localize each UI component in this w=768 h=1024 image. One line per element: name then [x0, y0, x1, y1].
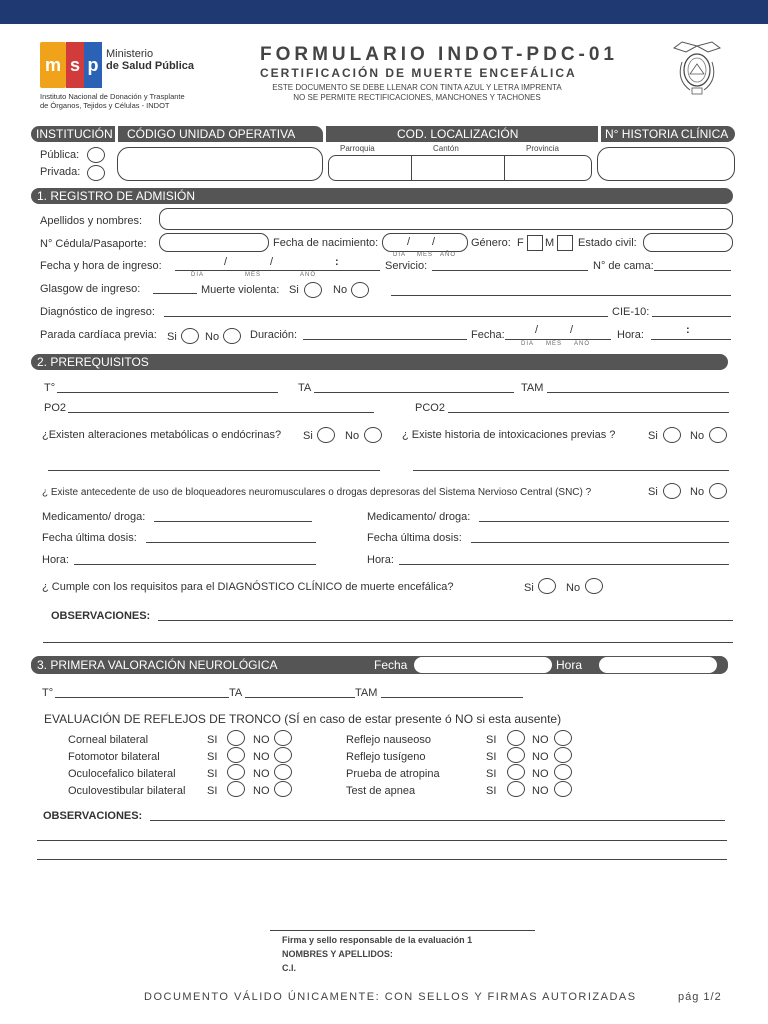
s3-ta-line[interactable]: [245, 697, 355, 698]
logo-letter-m: m: [40, 42, 66, 88]
s2-tam-line[interactable]: [547, 392, 729, 393]
reflejo-right-2-no-radio[interactable]: [554, 747, 572, 763]
parada-fecha-line[interactable]: [505, 339, 611, 340]
ministerio-line1: Ministerio: [106, 48, 154, 60]
genero-f-label: F: [517, 237, 524, 249]
signature-line[interactable]: [270, 930, 535, 931]
apellidos-label: Apellidos y nombres:: [40, 215, 143, 227]
indot-line2: de Órganos, Tejidos y Células - INDOT: [40, 101, 170, 110]
glasgow-label: Glasgow de ingreso:: [40, 283, 141, 295]
reflejo-right-3-no-label: NO: [532, 768, 549, 780]
reflejo-right-2-no-label: NO: [532, 751, 549, 763]
metab-detalle-line[interactable]: [48, 470, 380, 471]
nacimiento-dia-hint: DIA: [393, 252, 407, 258]
institucion-header: INSTITUCIÓN: [36, 127, 113, 141]
ingreso-slash-2: /: [270, 256, 274, 268]
privada-radio[interactable]: [87, 165, 105, 181]
reflejo-right-1-label: Reflejo nauseoso: [346, 734, 432, 746]
nacimiento-mes-hint: MES: [417, 252, 434, 258]
reflejo-right-2-label: Reflejo tusígeno: [346, 751, 426, 763]
intox-no-radio[interactable]: [709, 427, 727, 443]
bloq-si-label: Si: [648, 486, 658, 498]
nacimiento-slash-1: /: [407, 236, 411, 248]
reflejo-right-2-si-label: SI: [486, 751, 497, 763]
s2-tam-label: TAM: [521, 382, 544, 394]
reflejo-right-3-si-label: SI: [486, 768, 497, 780]
reflejo-left-2-no-radio[interactable]: [274, 747, 292, 763]
s2-t-label: T°: [44, 382, 56, 394]
q-bloqueadores: ¿ Existe antecedente de uso de bloqueadores neuromusculares o drogas depresoras del Sistema Nervioso Central (SNC) ?: [42, 487, 592, 498]
ministerio-name: [106, 48, 194, 72]
form-subtitle: CERTIFICACIÓN DE MUERTE ENCEFÁLICA: [260, 66, 577, 80]
parada-slash-2: /: [570, 324, 574, 336]
form-title: FORMULARIO INDOT-PDC-01: [260, 44, 618, 65]
s3-t-label: T°: [42, 687, 54, 699]
fecha-dosis-1-line[interactable]: [146, 542, 316, 543]
reflejo-left-2-si-label: SI: [207, 751, 218, 763]
s3-observaciones-line-3[interactable]: [37, 859, 727, 860]
medicamento-2-label: Medicamento/ droga:: [367, 511, 471, 523]
glasgow-line[interactable]: [153, 293, 197, 294]
intox-no-label: No: [690, 430, 705, 442]
reflejo-right-3-label: Prueba de atropina: [346, 768, 440, 780]
cedula-label: N° Cédula/Pasaporte:: [40, 238, 147, 250]
hora-dosis-2-label: Hora:: [367, 554, 394, 566]
localizacion-header: COD. LOCALIZACIÓN: [397, 127, 519, 141]
estado-civil-label: Estado civil:: [578, 237, 637, 249]
historia-header: N° HISTORIA CLÍNICA: [605, 127, 729, 141]
ingreso-label: Fecha y hora de ingreso:: [40, 260, 162, 272]
privada-label: Privada:: [40, 166, 81, 178]
reflejo-right-4-no-radio[interactable]: [554, 781, 572, 797]
medicamento-2-line[interactable]: [479, 521, 729, 522]
s3-observaciones-line-1[interactable]: [150, 820, 725, 821]
s2-observaciones-label: OBSERVACIONES:: [51, 610, 151, 622]
s3-hora-label: Hora: [556, 658, 583, 672]
signature-nombres: NOMBRES Y APELLIDOS:: [282, 949, 393, 959]
s2-t-line[interactable]: [57, 392, 278, 393]
footer-validity: DOCUMENTO VÁLIDO ÚNICAMENTE: CON SELLOS Y FIRMAS AUTORIZADAS: [144, 991, 637, 1003]
muerte-si-label: Si: [289, 284, 299, 296]
reflejo-left-4-si-label: SI: [207, 785, 218, 797]
nacimiento-ano-hint: AÑO: [440, 252, 457, 258]
codigo-header: CÓDIGO UNIDAD OPERATIVA: [127, 127, 296, 141]
signature-ci: C.I.: [282, 963, 297, 973]
reflejo-left-4-label: Oculovestibular bilateral: [68, 785, 186, 797]
fecha-dosis-1-label: Fecha última dosis:: [42, 532, 137, 544]
diagnostico-label: Diagnóstico de ingreso:: [40, 306, 155, 318]
parada-hora-colon: :: [686, 324, 690, 336]
pco2-line[interactable]: [448, 412, 729, 413]
localizacion-field[interactable]: [328, 155, 592, 181]
medicamento-1-label: Medicamento/ droga:: [42, 511, 146, 523]
q-intoxicaciones: ¿ Existe historia de intoxicaciones previas ?: [402, 429, 616, 441]
form-note-1: ESTE DOCUMENTO SE DEBE LLENAR CON TINTA AZUL Y LETRA IMPRENTA: [272, 83, 562, 92]
duracion-label: Duración:: [250, 329, 298, 341]
reflejo-left-4-no-radio[interactable]: [274, 781, 292, 797]
eval-reflejos-title: EVALUACIÓN DE REFLEJOS DE TRONCO (SÍ en caso de estar presente ó NO si esta ausente): [44, 712, 562, 726]
intox-si-radio[interactable]: [663, 427, 681, 443]
s2-ta-label: TA: [298, 382, 312, 394]
cama-label: N° de cama:: [593, 260, 654, 272]
parroquia-label: Parroquia: [340, 144, 375, 153]
provincia-label: Provincia: [526, 144, 559, 153]
publica-label: Pública:: [40, 149, 80, 161]
cedula-field[interactable]: [159, 233, 269, 252]
reflejo-left-3-no-label: NO: [253, 768, 270, 780]
reflejo-left-2-label: Fotomotor bilateral: [68, 751, 160, 763]
parada-fecha-label: Fecha:: [471, 329, 505, 341]
reflejo-right-3-no-radio[interactable]: [554, 764, 572, 780]
genero-f-box[interactable]: [527, 235, 543, 251]
top-banner: [0, 0, 768, 24]
reflejo-left-3-label: Oculocefalico bilateral: [68, 768, 176, 780]
parada-no-radio[interactable]: [223, 328, 241, 344]
reflejo-right-4-no-label: NO: [532, 785, 549, 797]
cumple-si-label: Si: [524, 582, 534, 594]
s3-fecha-field[interactable]: [414, 657, 552, 673]
q-metabolicas: ¿Existen alteraciones metabólicas o endócrinas?: [42, 429, 282, 441]
genero-m-label: M: [545, 237, 555, 249]
reflejo-right-4-label: Test de apnea: [346, 785, 416, 797]
metab-si-radio[interactable]: [317, 427, 335, 443]
nacimiento-slash-2: /: [432, 236, 436, 248]
institution-bar: [31, 126, 735, 142]
q-cumple: ¿ Cumple con los requisitos para el DIAGNÓSTICO CLÍNICO de muerte encefálica?: [42, 581, 454, 593]
genero-m-box[interactable]: [557, 235, 573, 251]
hora-dosis-1-label: Hora:: [42, 554, 69, 566]
cie10-line[interactable]: [652, 316, 731, 317]
ingreso-slash-1: /: [224, 256, 228, 268]
reflejo-left-1-no-radio[interactable]: [274, 730, 292, 746]
s3-tam-label: TAM: [355, 687, 378, 699]
s3-fecha-label: Fecha: [374, 658, 408, 672]
ministerio-line2: de Salud Pública: [106, 60, 195, 72]
hora-dosis-2-line[interactable]: [399, 564, 729, 565]
signature-caption: Firma y sello responsable de la evaluación 1: [282, 935, 473, 945]
s3-tam-line[interactable]: [381, 697, 523, 698]
reflejo-left-4-si-radio[interactable]: [227, 781, 245, 797]
reflejo-left-2-si-radio[interactable]: [227, 747, 245, 763]
parada-hora-label: Hora:: [617, 329, 644, 341]
parada-no-label: No: [205, 331, 220, 343]
fecha-dosis-2-line[interactable]: [471, 542, 729, 543]
msp-logo: [40, 42, 100, 88]
reflejo-left-1-no-label: NO: [253, 734, 270, 746]
reflejo-right-4-si-radio[interactable]: [507, 781, 525, 797]
reflejo-left-1-si-label: SI: [207, 734, 218, 746]
parada-slash-1: /: [535, 324, 539, 336]
indot-name: [40, 92, 220, 110]
metab-si-label: Si: [303, 430, 313, 442]
ingreso-colon: :: [335, 256, 339, 268]
codigo-unidad-field[interactable]: [117, 147, 323, 181]
nacimiento-label: Fecha de nacimiento:: [273, 237, 379, 249]
reflejo-right-4-si-label: SI: [486, 785, 497, 797]
medicamento-1-line[interactable]: [154, 521, 312, 522]
ecuador-coat-of-arms-icon: [672, 40, 722, 98]
po2-line[interactable]: [68, 412, 374, 413]
reflejo-left-3-no-radio[interactable]: [274, 764, 292, 780]
parada-mes-hint: MES: [546, 341, 563, 347]
bloq-si-radio[interactable]: [663, 483, 681, 499]
s3-observaciones-line-2[interactable]: [37, 840, 727, 841]
muerte-violenta-label: Muerte violenta:: [201, 284, 280, 296]
historia-clinica-field[interactable]: [597, 147, 735, 181]
form-note-2: NO SE PERMITE RECTIFICACIONES, MANCHONES Y TACHONES: [293, 93, 541, 102]
ingreso-dia-hint: DIA: [191, 272, 205, 278]
duracion-line[interactable]: [303, 339, 467, 340]
parada-hora-line[interactable]: [651, 339, 731, 340]
reflejo-left-1-si-radio[interactable]: [227, 730, 245, 746]
parada-label: Parada cardíaca previa:: [40, 329, 157, 341]
cumple-no-label: No: [566, 582, 581, 594]
metab-no-radio[interactable]: [364, 427, 382, 443]
page-number: pág 1/2: [678, 991, 722, 1003]
reflejo-left-3-si-radio[interactable]: [227, 764, 245, 780]
reflejo-right-1-no-label: NO: [532, 734, 549, 746]
reflejo-left-3-si-label: SI: [207, 768, 218, 780]
muerte-detalle-line[interactable]: [391, 295, 731, 296]
muerte-no-label: No: [333, 284, 348, 296]
parada-dia-hint: DIA: [521, 341, 535, 347]
publica-radio[interactable]: [87, 147, 105, 163]
s3-observaciones-label: OBSERVACIONES:: [43, 810, 143, 822]
hora-dosis-1-line[interactable]: [74, 564, 316, 565]
nacimiento-field[interactable]: [382, 233, 468, 252]
parada-si-label: Si: [167, 331, 177, 343]
section-1-header: 1. REGISTRO DE ADMISIÓN: [31, 188, 733, 204]
intox-si-label: Si: [648, 430, 658, 442]
reflejo-right-3-si-radio[interactable]: [507, 764, 525, 780]
section-2-header: 2. PREREQUISITOS: [31, 354, 728, 370]
diagnostico-line[interactable]: [164, 316, 608, 317]
s3-hora-field[interactable]: [599, 657, 717, 673]
s3-ta-label: TA: [229, 687, 243, 699]
muerte-no-radio[interactable]: [351, 282, 369, 298]
fecha-dosis-2-label: Fecha última dosis:: [367, 532, 462, 544]
ingreso-mes-hint: MES: [245, 272, 262, 278]
section-3-header: 3. PRIMERA VALORACIÓN NEUROLÓGICA: [31, 656, 728, 674]
cumple-si-radio[interactable]: [538, 578, 556, 594]
apellidos-field[interactable]: [159, 208, 733, 230]
po2-label: PO2: [44, 402, 67, 414]
cama-line[interactable]: [654, 270, 731, 271]
reflejo-right-1-si-radio[interactable]: [507, 730, 525, 746]
logo-letter-p: p: [84, 42, 102, 88]
ingreso-line[interactable]: [175, 270, 380, 271]
intox-detalle-line[interactable]: [413, 470, 729, 471]
reflejo-right-1-no-radio[interactable]: [554, 730, 572, 746]
metab-no-label: No: [345, 430, 360, 442]
logo-letter-s: s: [66, 42, 84, 88]
reflejo-right-2-si-radio[interactable]: [507, 747, 525, 763]
cumple-no-radio[interactable]: [585, 578, 603, 594]
canton-label: Cantón: [433, 144, 459, 153]
genero-label: Género:: [471, 237, 511, 249]
bloq-no-label: No: [690, 486, 705, 498]
reflejo-right-1-si-label: SI: [486, 734, 497, 746]
s2-observaciones-line-1[interactable]: [158, 620, 733, 621]
s3-t-line[interactable]: [55, 697, 229, 698]
pco2-label: PCO2: [415, 402, 445, 414]
reflejo-left-2-no-label: NO: [253, 751, 270, 763]
parada-si-radio[interactable]: [181, 328, 199, 344]
bloq-no-radio[interactable]: [709, 483, 727, 499]
servicio-label: Servicio:: [385, 260, 428, 272]
ingreso-ano-hint: AÑO: [300, 272, 317, 278]
reflejo-left-1-label: Corneal bilateral: [68, 734, 149, 746]
s2-ta-line[interactable]: [314, 392, 514, 393]
muerte-si-radio[interactable]: [304, 282, 322, 298]
parada-ano-hint: AÑO: [574, 341, 591, 347]
indot-line1: Instituto Nacional de Donación y Trasplante: [40, 92, 185, 101]
reflejo-left-4-no-label: NO: [253, 785, 270, 797]
s2-observaciones-line-2[interactable]: [43, 642, 733, 643]
estado-civil-field[interactable]: [643, 233, 733, 252]
cie10-label: CIE-10:: [612, 306, 650, 318]
servicio-line[interactable]: [432, 270, 588, 271]
